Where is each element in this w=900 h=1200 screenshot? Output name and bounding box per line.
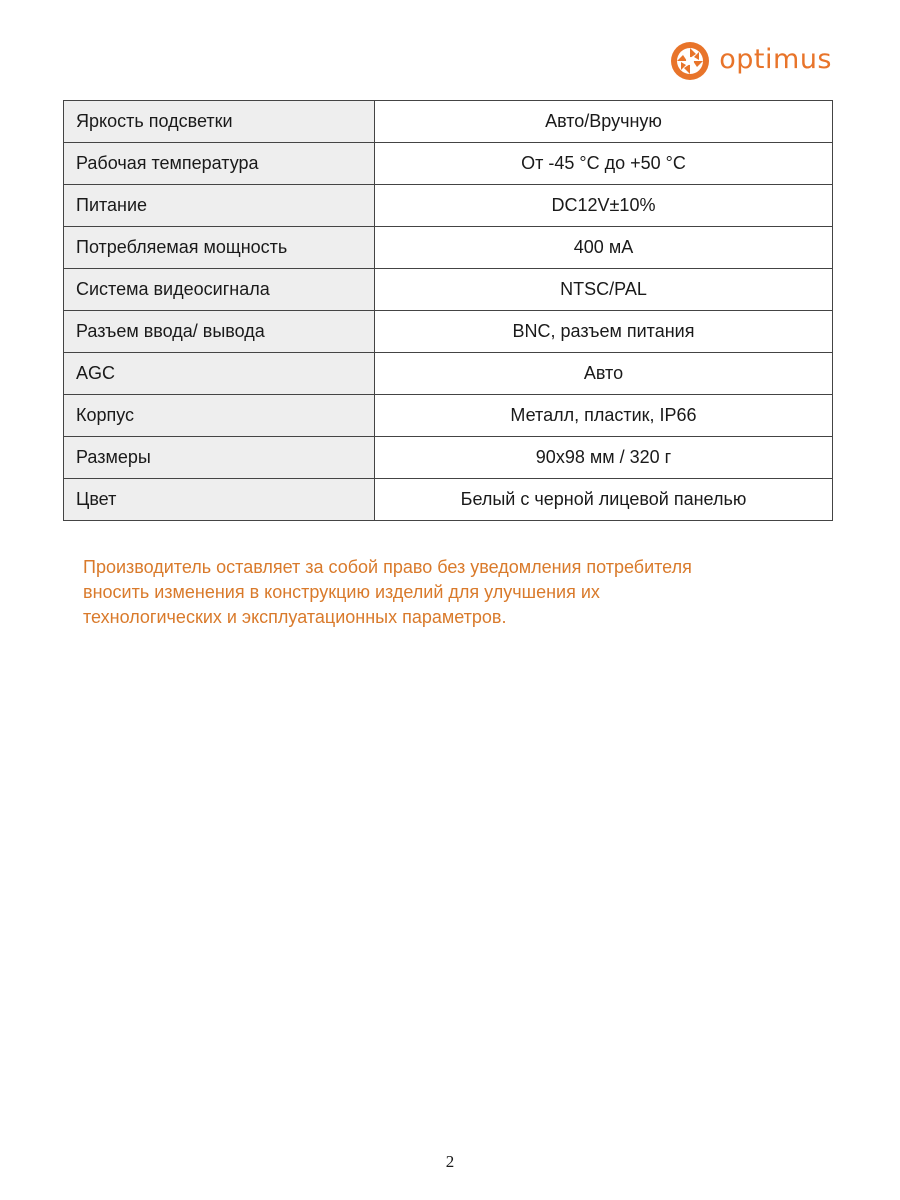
spec-row [64, 101, 833, 143]
spec-label: Размеры [64, 437, 375, 479]
spec-value: 400 мА [375, 227, 833, 269]
spec-value: DC12V±10% [375, 185, 833, 227]
disclaimer-line: вносить изменения в конструкцию изделий для улучшения их [83, 582, 600, 602]
spec-row [64, 311, 833, 353]
disclaimer-line: технологических и эксплуатационных параметров. [83, 607, 507, 627]
disclaimer-line: Производитель оставляет за собой право без уведомления потребителя [83, 557, 692, 577]
spec-value: BNC, разъем питания [375, 311, 833, 353]
spec-value: Авто [375, 353, 833, 395]
spec-table [63, 100, 833, 521]
spec-label: Потребляемая мощность [64, 227, 375, 269]
spec-row [64, 227, 833, 269]
spec-value: Белый с черной лицевой панелью [375, 479, 833, 521]
spec-label: Рабочая температура [64, 143, 375, 185]
spec-row [64, 395, 833, 437]
page-number: 2 [445, 1152, 455, 1171]
spec-row [64, 143, 833, 185]
spec-row [64, 269, 833, 311]
spec-value: Авто/Вручную [375, 101, 833, 143]
spec-table-body [64, 101, 833, 521]
disclaimer-note [83, 555, 843, 630]
spec-row [64, 479, 833, 521]
aperture-icon [669, 40, 711, 82]
spec-label: Яркость подсветки [64, 101, 375, 143]
spec-label: Питание [64, 185, 375, 227]
spec-value: 90x98 мм / 320 г [375, 437, 833, 479]
spec-value: От -45 °С до +50 °С [375, 143, 833, 185]
spec-row [64, 437, 833, 479]
spec-label: Корпус [64, 395, 375, 437]
spec-value: Металл, пластик, IP66 [375, 395, 833, 437]
spec-row [64, 185, 833, 227]
spec-row [64, 353, 833, 395]
spec-value: NTSC/PAL [375, 269, 833, 311]
spec-label: Разъем ввода/ вывода [64, 311, 375, 353]
logo-text: optimus [719, 43, 832, 75]
spec-label: Система видеосигнала [64, 269, 375, 311]
brand-logo [669, 40, 832, 82]
spec-label: Цвет [64, 479, 375, 521]
spec-label: AGC [64, 353, 375, 395]
